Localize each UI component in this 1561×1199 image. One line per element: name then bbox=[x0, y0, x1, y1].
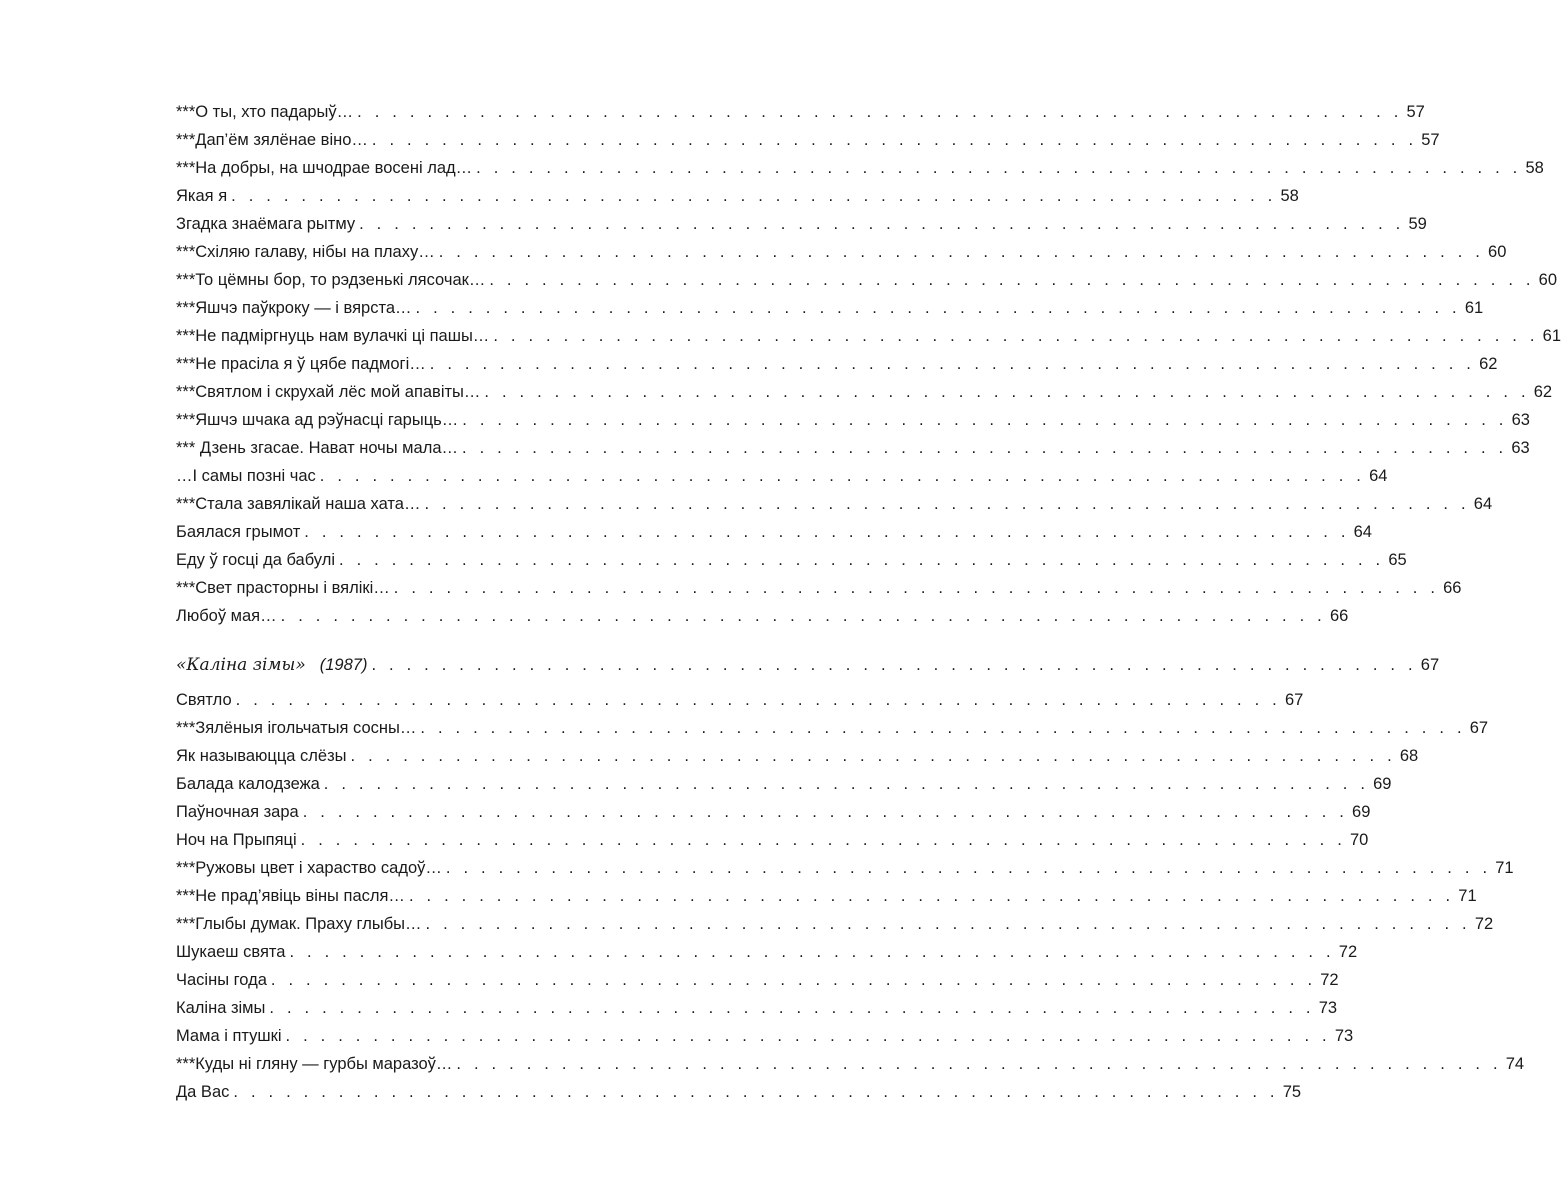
toc-entry-page-number: 62 bbox=[1479, 355, 1498, 373]
leader-dots: . . . . . . . . . . . . . . . . . . . . . . . . . . . . . . . . . . . . . . . . . . . . . . . . . . . . . . . . . . . . bbox=[425, 915, 1471, 933]
toc-entry bbox=[176, 182, 1299, 210]
toc-entry-title: Любоў мая… bbox=[176, 607, 277, 625]
leader-dots: . . . . . . . . . . . . . . . . . . . . . . . . . . . . . . . . . . . . . . . . . . . . . . . . . . . . . . . . . . . . bbox=[476, 159, 1522, 177]
toc-entry-title: ***Глыбы думак. Праху глыбы… bbox=[176, 915, 422, 933]
leader-dots: . . . . . . . . . . . . . . . . . . . . . . . . . . . . . . . . . . . . . . . . . . . . . . . . . . . . . . . . . . . . bbox=[408, 887, 1455, 905]
toc-entry-page-number: 71 bbox=[1458, 887, 1477, 905]
toc-entry-page-number: 66 bbox=[1443, 579, 1462, 597]
leader-dots: . . . . . . . . . . . . . . . . . . . . . . . . . . . . . . . . . . . . . . . . . . . . . . . . . . . . . . . . . . . . bbox=[420, 719, 1466, 737]
leader-dots: . . . . . . . . . . . . . . . . . . . . . . . . . . . . . . . . . . . . . . . . . . . . . . . . . . . . . . . . . . . . bbox=[393, 579, 1440, 597]
toc-entry bbox=[176, 98, 1425, 126]
toc-entry-page-number: 58 bbox=[1280, 187, 1299, 205]
toc-entry-title: Да Вас bbox=[176, 1083, 230, 1101]
leader-dots: . . . . . . . . . . . . . . . . . . . . . . . . . . . . . . . . . . . . . . . . . . . . . . . . . . . . . . . . . . . . bbox=[462, 439, 1508, 457]
toc-entry bbox=[176, 322, 1561, 350]
toc-entry bbox=[176, 546, 1407, 574]
toc-entry-title: Як называюцца слёзы bbox=[176, 747, 347, 765]
toc-entry-page-number: 67 bbox=[1284, 691, 1304, 709]
toc-entry-page-number: 64 bbox=[1369, 467, 1388, 485]
leader-dots: . . . . . . . . . . . . . . . . . . . . . . . . . . . . . . . . . . . . . . . . . . . . . . . . . . . . . . . . . . . . bbox=[339, 551, 1385, 569]
toc-entry-title: ***Святлом і скрухай лёс мой апавіты… bbox=[176, 383, 481, 401]
toc-entry-title: Баялася грымот bbox=[176, 523, 301, 541]
leader-dots: . . . . . . . . . . . . . . . . . . . . . . . . . . . . . . . . . . . . . . . . . . . . . . . . . . . . . . . . . . . . bbox=[233, 1083, 1279, 1101]
toc-entry bbox=[176, 742, 1419, 770]
toc-entry bbox=[176, 826, 1369, 854]
toc-entry-title: Балада калодзежа bbox=[176, 775, 320, 793]
leader-dots: . . . . . . . . . . . . . . . . . . . . . . . . . . . . . . . . . . . . . . . . . . . . . . . . . . . . . . . . . . . . bbox=[429, 355, 1476, 373]
toc-entry bbox=[176, 210, 1427, 238]
toc-entry-page-number: 72 bbox=[1320, 971, 1339, 989]
leader-dots: . . . . . . . . . . . . . . . . . . . . . . . . . . . . . . . . . . . . . . . . . . . . . . . . . . . . . . . . . . . . bbox=[456, 1055, 1502, 1073]
toc-entry-page-number: 68 bbox=[1399, 747, 1419, 765]
toc-entry-page-number: 65 bbox=[1388, 551, 1407, 569]
toc-entry-title: *** Дзень згасае. Нават ночы мала… bbox=[176, 439, 459, 457]
toc-entry bbox=[176, 966, 1339, 994]
toc-entry-title: ***О ты, хто падарыў… bbox=[176, 103, 354, 121]
toc-entries-before bbox=[176, 98, 1561, 630]
toc-entry-page-number: 72 bbox=[1338, 943, 1358, 961]
toc-entry-title: ***Куды ні гляну — гурбы маразоў… bbox=[176, 1055, 453, 1073]
leader-dots: . . . . . . . . . . . . . . . . . . . . . . . . . . . . . . . . . . . . . . . . . . . . . . . . . . . . . . . . . . . . bbox=[235, 691, 1281, 709]
toc-entry-title: Каліна зімы bbox=[176, 999, 266, 1017]
toc-entry-title: Еду ў госці да бабулі bbox=[176, 551, 335, 569]
leader-dots: . . . . . . . . . . . . . . . . . . . . . . . . . . . . . . . . . . . . . . . . . . . . . . . . . . . . . . . . . . . . bbox=[359, 215, 1405, 233]
leader-dots: . . . . . . . . . . . . . . . . . . . . . . . . . . . . . . . . . . . . . . . . . . . . . . . . . . . . . . . . . . . . bbox=[371, 656, 1417, 674]
toc-entry bbox=[176, 126, 1440, 154]
section-title: «Каліна зімы» bbox=[176, 655, 306, 675]
leader-dots: . . . . . . . . . . . . . . . . . . . . . . . . . . . . . . . . . . . . . . . . . . . . . . . . . . . . . . . . . . . . bbox=[304, 523, 1350, 541]
leader-dots: . . . . . . . . . . . . . . . . . . . . . . . . . . . . . . . . . . . . . . . . . . . . . . . . . . . . . . . . . . . . bbox=[285, 1027, 1331, 1045]
toc-entry-title: Згадка знаёмага рытму bbox=[176, 215, 356, 233]
toc-entry bbox=[176, 714, 1489, 742]
toc-entry bbox=[176, 854, 1514, 882]
toc-entry-page-number: 60 bbox=[1538, 271, 1558, 289]
toc-entry-title: …І самы позні час bbox=[176, 467, 316, 485]
toc-entry-title: ***Не прасіла я ў цябе падмогі… bbox=[176, 355, 426, 373]
toc-entry-page-number: 57 bbox=[1421, 131, 1440, 149]
leader-dots: . . . . . . . . . . . . . . . . . . . . . . . . . . . . . . . . . . . . . . . . . . . . . . . . . . . . . . . . . . . . bbox=[484, 383, 1530, 401]
table-of-contents bbox=[176, 98, 1561, 1106]
toc-entry-title: ***Яшчэ шчака ад рэўнасці гарыць… bbox=[176, 411, 459, 429]
leader-dots: . . . . . . . . . . . . . . . . . . . . . . . . . . . . . . . . . . . . . . . . . . . . . . . . . . . . . . . . . . . . bbox=[438, 243, 1485, 261]
toc-entry bbox=[176, 238, 1507, 266]
toc-entry-title: Мама і птушкі bbox=[176, 1027, 282, 1045]
toc-entry-title: ***Схіляю галаву, нібы на плаху… bbox=[176, 243, 435, 261]
section-page-number: 67 bbox=[1420, 656, 1440, 674]
toc-entry-page-number: 64 bbox=[1353, 523, 1372, 541]
toc-entry bbox=[176, 518, 1372, 546]
toc-entry-page-number: 69 bbox=[1373, 775, 1392, 793]
toc-entry bbox=[176, 1078, 1302, 1106]
toc-entry-title: Ноч на Прыпяці bbox=[176, 831, 297, 849]
toc-entry-page-number: 61 bbox=[1542, 327, 1561, 345]
toc-entry-page-number: 73 bbox=[1318, 999, 1338, 1017]
toc-entry-page-number: 74 bbox=[1505, 1055, 1525, 1073]
leader-dots: . . . . . . . . . . . . . . . . . . . . . . . . . . . . . . . . . . . . . . . . . . . . . . . . . . . . . . . . . . . . bbox=[462, 411, 1508, 429]
toc-entry-title: ***Ружовы цвет і хараство садоў… bbox=[176, 859, 442, 877]
leader-dots: . . . . . . . . . . . . . . . . . . . . . . . . . . . . . . . . . . . . . . . . . . . . . . . . . . . . . . . . . . . . bbox=[415, 299, 1461, 317]
toc-entry-title: ***Зялёныя ігольчатыя сосны… bbox=[176, 719, 417, 737]
leader-dots: . . . . . . . . . . . . . . . . . . . . . . . . . . . . . . . . . . . . . . . . . . . . . . . . . . . . . . . . . . . . bbox=[424, 495, 1470, 513]
toc-entry bbox=[176, 1022, 1354, 1050]
toc-entry bbox=[176, 378, 1553, 406]
toc-entry-page-number: 70 bbox=[1350, 831, 1369, 849]
leader-dots: . . . . . . . . . . . . . . . . . . . . . . . . . . . . . . . . . . . . . . . . . . . . . . . . . . . . . . . . . . . . bbox=[269, 999, 1315, 1017]
toc-entry bbox=[176, 490, 1493, 518]
toc-entry-title: ***Не падміргнуць нам вулачкі ці пашы… bbox=[176, 327, 490, 345]
toc-entry-page-number: 60 bbox=[1488, 243, 1507, 261]
toc-entry bbox=[176, 1050, 1525, 1078]
leader-dots: . . . . . . . . . . . . . . . . . . . . . . . . . . . . . . . . . . . . . . . . . . . . . . . . . . . . . . . . . . . . bbox=[350, 747, 1396, 765]
toc-entry bbox=[176, 910, 1494, 938]
toc-entries-after bbox=[176, 686, 1525, 1106]
toc-entry-title: Якая я bbox=[176, 187, 228, 205]
leader-dots: . . . . . . . . . . . . . . . . . . . . . . . . . . . . . . . . . . . . . . . . . . . . . . . . . . . . . . . . . . . . bbox=[489, 271, 1535, 289]
toc-entry-page-number: 66 bbox=[1329, 607, 1349, 625]
leader-dots: . . . . . . . . . . . . . . . . . . . . . . . . . . . . . . . . . . . . . . . . . . . . . . . . . . . . . . . . . . . . bbox=[280, 607, 1326, 625]
section-heading bbox=[176, 650, 1440, 680]
toc-entry-page-number: 64 bbox=[1473, 495, 1493, 513]
leader-dots: . . . . . . . . . . . . . . . . . . . . . . . . . . . . . . . . . . . . . . . . . . . . . . . . . . . . . . . . . . . . bbox=[371, 131, 1418, 149]
toc-entry bbox=[176, 462, 1388, 490]
toc-entry bbox=[176, 602, 1349, 630]
leader-dots: . . . . . . . . . . . . . . . . . . . . . . . . . . . . . . . . . . . . . . . . . . . . . . . . . . . . . . . . . . . . bbox=[323, 775, 1370, 793]
leader-dots: . . . . . . . . . . . . . . . . . . . . . . . . . . . . . . . . . . . . . . . . . . . . . . . . . . . . . . . . . . . . bbox=[289, 943, 1335, 961]
toc-entry bbox=[176, 938, 1358, 966]
section-year: (1987) bbox=[319, 656, 368, 674]
leader-dots: . . . . . . . . . . . . . . . . . . . . . . . . . . . . . . . . . . . . . . . . . . . . . . . . . . . . . . . . . . . . bbox=[270, 971, 1317, 989]
toc-entry-title: Паўночная зара bbox=[176, 803, 299, 821]
leader-dots: . . . . . . . . . . . . . . . . . . . . . . . . . . . . . . . . . . . . . . . . . . . . . . . . . . . . . . . . . . . . bbox=[300, 831, 1346, 849]
toc-entry bbox=[176, 154, 1544, 182]
toc-entry-page-number: 73 bbox=[1334, 1027, 1354, 1045]
toc-entry-title: ***Не прад’явіць віны пасля… bbox=[176, 887, 405, 905]
toc-entry-page-number: 63 bbox=[1511, 411, 1530, 429]
toc-entry bbox=[176, 798, 1371, 826]
toc-entry bbox=[176, 770, 1392, 798]
toc-entry-title: ***Свет прасторны і вялікі… bbox=[176, 579, 390, 597]
toc-entry bbox=[176, 294, 1484, 322]
toc-entry bbox=[176, 574, 1462, 602]
toc-entry bbox=[176, 266, 1558, 294]
toc-entry-page-number: 71 bbox=[1495, 859, 1514, 877]
leader-dots: . . . . . . . . . . . . . . . . . . . . . . . . . . . . . . . . . . . . . . . . . . . . . . . . . . . . . . . . . . . . bbox=[302, 803, 1349, 821]
leader-dots: . . . . . . . . . . . . . . . . . . . . . . . . . . . . . . . . . . . . . . . . . . . . . . . . . . . . . . . . . . . . bbox=[493, 327, 1539, 345]
leader-dots: . . . . . . . . . . . . . . . . . . . . . . . . . . . . . . . . . . . . . . . . . . . . . . . . . . . . . . . . . . . . bbox=[357, 103, 1403, 121]
toc-entry bbox=[176, 686, 1304, 714]
toc-entry-title: ***Стала завялікай наша хата… bbox=[176, 495, 421, 513]
toc-entry-title: ***На добры, на шчодрае восені лад… bbox=[176, 159, 473, 177]
toc-entry-title: ***Дап’ём зялёнае віно… bbox=[176, 131, 368, 149]
toc-entry-page-number: 67 bbox=[1469, 719, 1489, 737]
toc-entry-title: ***То цёмны бор, то рэдзенькі лясочак… bbox=[176, 271, 486, 289]
toc-entry bbox=[176, 994, 1338, 1022]
toc-entry-title: Святло bbox=[176, 691, 232, 709]
toc-entry bbox=[176, 882, 1477, 910]
leader-dots: . . . . . . . . . . . . . . . . . . . . . . . . . . . . . . . . . . . . . . . . . . . . . . . . . . . . . . . . . . . . bbox=[445, 859, 1492, 877]
leader-dots: . . . . . . . . . . . . . . . . . . . . . . . . . . . . . . . . . . . . . . . . . . . . . . . . . . . . . . . . . . . . bbox=[231, 187, 1277, 205]
toc-entry bbox=[176, 434, 1530, 462]
toc-entry-title: ***Яшчэ паўкроку — і вярста… bbox=[176, 299, 412, 317]
toc-entry-page-number: 69 bbox=[1352, 803, 1371, 821]
toc-entry-title: Часіны года bbox=[176, 971, 267, 989]
toc-entry-page-number: 57 bbox=[1406, 103, 1425, 121]
leader-dots: . . . . . . . . . . . . . . . . . . . . . . . . . . . . . . . . . . . . . . . . . . . . . . . . . . . . . . . . . . . . bbox=[319, 467, 1366, 485]
toc-entry-page-number: 61 bbox=[1464, 299, 1484, 317]
toc-entry-page-number: 63 bbox=[1511, 439, 1530, 457]
toc-entry-page-number: 75 bbox=[1282, 1083, 1302, 1101]
toc-entry-page-number: 62 bbox=[1533, 383, 1553, 401]
toc-entry-page-number: 72 bbox=[1474, 915, 1494, 933]
toc-entry bbox=[176, 350, 1498, 378]
toc-entry-page-number: 59 bbox=[1408, 215, 1427, 233]
toc-entry bbox=[176, 406, 1530, 434]
toc-entry-title: Шукаеш свята bbox=[176, 943, 286, 961]
toc-entry-page-number: 58 bbox=[1525, 159, 1544, 177]
